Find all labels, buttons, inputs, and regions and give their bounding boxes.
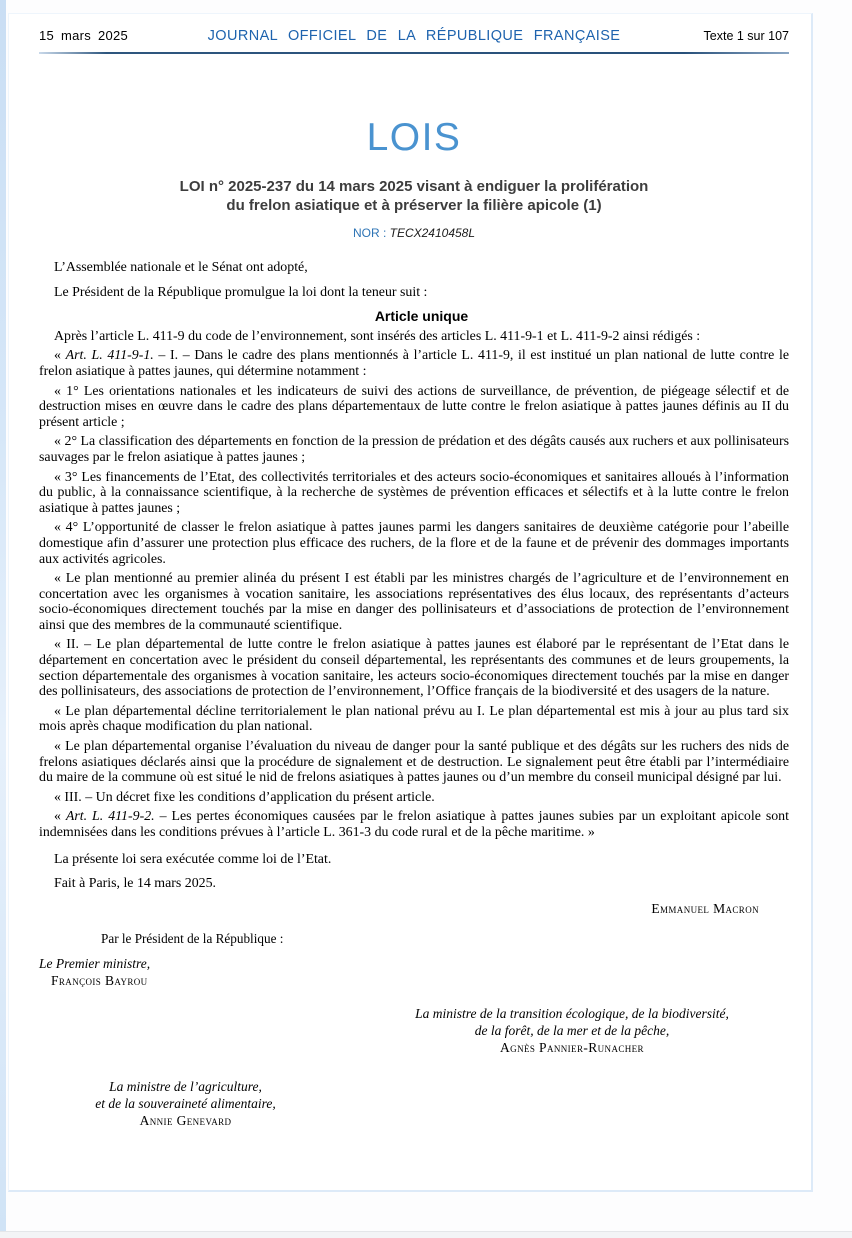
law-paragraph: « Le plan mentionné au premier alinéa du présent I est établi par les ministres chargés de l’agriculture et de l’environnement en concertation avec les organismes à vocation sanitaire, les associations représentatives des élus locaux, des représentants d’acteurs socio-économiques directement touchés par la mise en danger des pollinisateurs et d’associations de protection de l’environnement ainsi que des membres de la communauté scientifique. bbox=[39, 571, 789, 633]
signature-agriculture-minister bbox=[63, 1078, 308, 1129]
publication-date: 15 mars 2025 bbox=[39, 28, 129, 43]
law-paragraph: « II. – Le plan départemental de lutte contre le frelon asiatique à pattes jaunes est élaboré par le représentant de l’Etat dans le département en concertation avec le président du conseil départemental, les représentants des communes et de leurs groupements, la section départementale des organismes à vocation sanitaire, les acteurs socio-économiques directement touchés par la mise en danger des pollinisateurs, des associations de protection de l’environnement, l’Office français de la biodiversité et des usagers de la nature. bbox=[39, 637, 789, 700]
page-content bbox=[9, 14, 811, 1129]
signature-president-name: Emmanuel Macron bbox=[651, 900, 759, 916]
nor-line bbox=[39, 226, 789, 240]
masthead-rule bbox=[39, 52, 789, 54]
signature-ecology-minister bbox=[347, 1005, 797, 1056]
ecology-minister-title-line2: de la forêt, de la mer et de la pêche, bbox=[474, 1022, 670, 1038]
law-paragraph: « 1° Les orientations nationales et les indicateurs de suivi des actions de surveillance, de prévention, de piégeage sélectif et de destruction mises en œuvre dans le cadre des plans départementaux de lutte contre le frelon asiatique à pattes jaunes définis au II du présent article ; bbox=[39, 383, 789, 430]
prime-minister-title: Le Premier ministre, bbox=[39, 955, 151, 971]
intro-paragraph: L’Assemblée nationale et le Sénat ont adopté, bbox=[54, 260, 308, 275]
law-paragraphs bbox=[39, 329, 789, 841]
law-title bbox=[39, 177, 789, 215]
law-paragraph: « Art. L. 411-9-1. – I. – Dans le cadre des plans mentionnés à l’article L. 411-9, il est institué un plan national de lutte contre le frelon asiatique à pattes jaunes, qui détermine notamment : bbox=[39, 348, 789, 379]
journal-title: JOURNAL OFFICIEL DE LA RÉPUBLIQUE FRANÇAISE bbox=[207, 28, 621, 44]
agriculture-minister-title-line1: La ministre de l’agriculture, bbox=[109, 1078, 262, 1094]
law-paragraph: « Art. L. 411-9-2. – Les pertes économiques causées par le frelon asiatique à pattes jaunes subies par un exploitant apicole sont indemnisées dans les conditions prévues à l’article L. 361-3 du code rural et de la pêche maritime. » bbox=[39, 809, 789, 840]
ecology-minister-name: Agnès Pannier-Runacher bbox=[500, 1039, 644, 1055]
law-paragraph: « 4° L’opportunité de classer le frelon asiatique à pattes jaunes parmi les dangers sanitaires de deuxième catégorie pour l’abeille domestique afin d’assurer une protection plus efficace des ruchers, de la flore et de la faune et de prévenir des dommages importants aux activités agricoles. bbox=[39, 520, 789, 567]
law-title-line2: du frelon asiatique et à préserver la filière apicole (1) bbox=[226, 197, 602, 214]
law-title-line1: LOI n° 2025-237 du 14 mars 2025 visant à endiguer la prolifération bbox=[179, 178, 649, 195]
agriculture-minister-name: Annie Genevard bbox=[139, 1112, 232, 1128]
article-reference: Art. L. 411-9-2. bbox=[65, 809, 155, 825]
document-page bbox=[8, 13, 813, 1192]
law-paragraph: « III. – Un décret fixe les conditions d’application du présent article. bbox=[54, 789, 435, 805]
nor-label: NOR : bbox=[352, 226, 390, 240]
article-heading: Article unique bbox=[374, 308, 469, 325]
counterseal-label: Par le Président de la République : bbox=[101, 931, 284, 947]
nor-value: TECX2410458L bbox=[389, 226, 476, 240]
closing-paragraph: La présente loi sera exécutée comme loi de l’Etat. bbox=[54, 851, 332, 867]
law-paragraph: « Le plan départemental organise l’évaluation du niveau de danger pour la santé publique et des dégâts sur les ruchers des nids de frelons asiatiques déclarés ainsi que la procédure de signalement et de destruction. Le signalement peut être établi par l’intermédiaire du maire de la commune où est situé le nid de frelons asiatiques à pattes jaunes ou d’un membre du conseil municipal désigné par lui. bbox=[39, 739, 789, 786]
agriculture-minister-title-line2: et de la souveraineté alimentaire, bbox=[95, 1095, 276, 1111]
intro-paragraph: Le Président de la République promulgue la loi dont la teneur suit : bbox=[54, 284, 428, 300]
law-paragraph: « Le plan départemental décline territorialement le plan national prévu au I. Le plan départemental est mis à jour au plus tard six mois après chaque modification du plan national. bbox=[39, 703, 789, 735]
law-paragraph: Après l’article L. 411-9 du code de l’environnement, sont insérés des articles L. 411-9-1 et L. 411-9-2 ainsi rédigés : bbox=[54, 328, 701, 344]
masthead bbox=[39, 28, 789, 44]
law-paragraph: « 2° La classification des départements en fonction de la pression de prédation et des dégâts causés aux ruchers et aux pollinisateurs sauvages par le frelon asiatique à pattes jaunes ; bbox=[39, 434, 789, 465]
section-title: LOIS bbox=[366, 116, 462, 159]
law-body bbox=[39, 260, 789, 1129]
prime-minister-name: François Bayrou bbox=[51, 972, 148, 988]
viewport-bottom-bar bbox=[0, 1231, 852, 1238]
ecology-minister-title-line1: La ministre de la transition écologique, de la biodiversité, bbox=[415, 1005, 729, 1021]
closing-paragraph: Fait à Paris, le 14 mars 2025. bbox=[54, 876, 217, 892]
closing-paragraphs bbox=[39, 852, 789, 892]
law-paragraph: « 3° Les financements de l’Etat, des collectivités territoriales et des acteurs socio-économiques et sanitaires alloués à l’information du public, à la connaissance scientifique, à la recherche de systèmes de prévention efficaces et sélectifs et à la lutte contre le frelon asiatique à pattes jaunes ; bbox=[39, 469, 789, 516]
adjacent-page-edge bbox=[0, 0, 6, 1231]
signature-prime-minister bbox=[39, 955, 789, 989]
article-reference: Art. L. 411-9-1. bbox=[65, 348, 154, 364]
texte-number: Texte 1 sur 107 bbox=[703, 29, 789, 43]
